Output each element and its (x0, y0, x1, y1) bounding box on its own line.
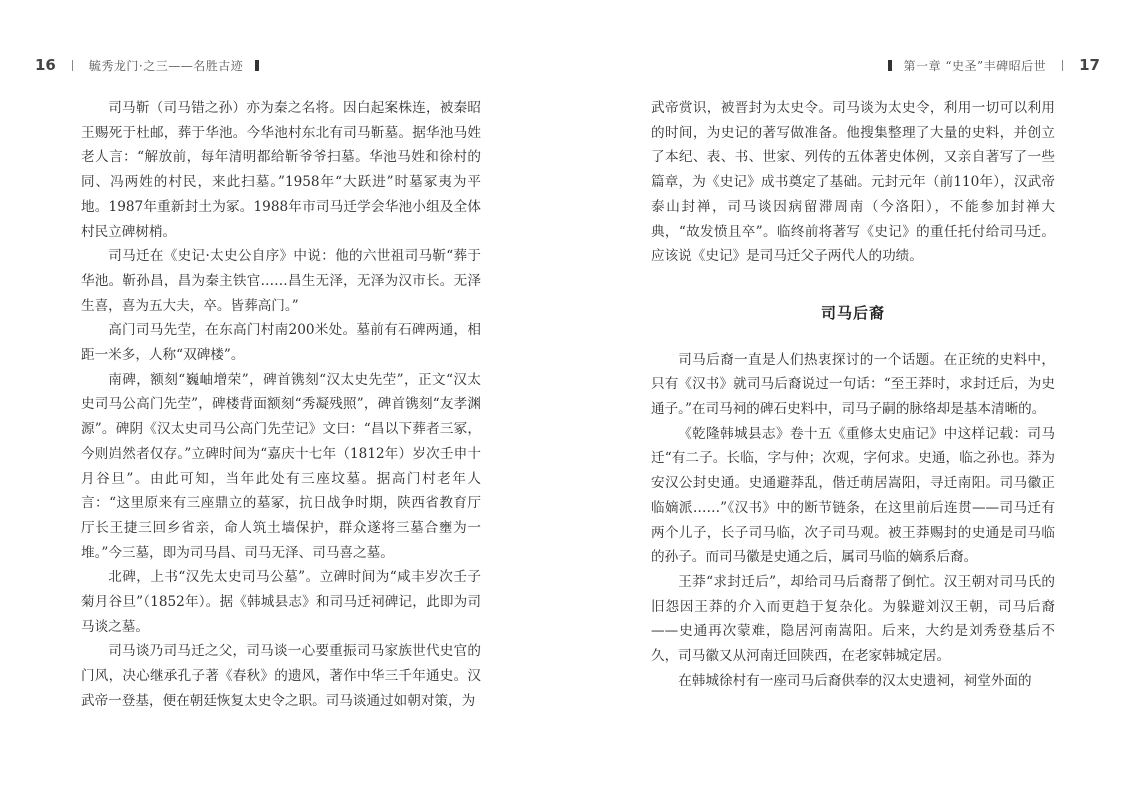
paragraph: 司马后裔一直是人们热衷探讨的一个话题。在正统的史料中，只有《汉书》就司马后裔说过一句话：“至王莽时，求封迁后，为史通子。”在司马祠的碑石史料中，司马子嗣的脉络却是基本清晰的。 (651, 351, 1055, 418)
paragraph: 在韩城徐村有一座司马后裔供奉的汉太史遗祠，祠堂外面的 (678, 672, 1032, 689)
right-page-header (876, 54, 1100, 76)
section-heading: 司马后裔 (820, 303, 885, 322)
paragraph: 南碑，额刻“巍岫增荣”，碑首镌刻“汉太史先茔”，正文“汉太史司马公高门先茔”，碑楼背面额刻“秀凝残照”，碑首镌刻“友孝渊源”。碑阴《汉太史司马公高门先茔记》文曰：“昌以下葬者三冢，今则岿然者仅存。”立碑时间为“嘉庆十七年（1812年）岁次壬申十月谷旦”。由此可知，当年此处有三座坟墓。据高门村老年人言：“这里原来有三座鼎立的墓冢，抗日战争时期，陕西省教育厅厅长王捷三回乡省亲，命人筑土墙保护，群众遂将三墓合壅为一堆。”今三墓，即为司马昌、司马无泽、司马喜之墓。 (81, 371, 481, 561)
continued-paragraph: 武帝赏识，被晋封为太史令。司马谈为太史令，利用一切可以利用的时间，为史记的著写做准备。他搜集整理了大量的史料，并创立了本纪、表、书、世家、列传的五体著史体例，又亲自著写了一些篇章，为《史记》成书奠定了基础。元封元年（前110年），汉武帝泰山封禅，司马谈因病留滞周南（今洛阳），不能参加封禅大典，“故发愤且卒”。临终前将著写《史记》的重任托付给司马迁。应该说《史记》是司马迁父子两代人的功绩。 (651, 100, 1055, 265)
header-separator (72, 60, 73, 71)
paragraph: 《乾隆韩城县志》卷十五《重修太史庙记》中这样记载：司马迁“有二子。长临，字与仲；次观，字何求。史通，临之孙也。莽为安汉公封史通。史通避莽乱，偕迁萌居嵩阳，寻迁南阳。司马徽正临嫡派……”《汉书》中的断节链条，在这里前后连贯——司马迁有两个儿子，长子司马临，次子司马观。被王莽赐封的史通是司马临的孙子。而司马徽是史通之后，属司马临的嫡系后裔。 (651, 425, 1055, 566)
left-page-header (35, 54, 271, 76)
header-separator (1062, 60, 1063, 71)
header-block-mark (888, 60, 892, 71)
paragraph: 司马谈乃司马迁之父，司马谈一心要重振司马家族世代史官的门风，决心继承孔子著《春秋》的遗风，著作中华三千年通史。汉武帝一登基，便在朝廷恢复太史令之职。司马谈通过如朝对策，为 (81, 643, 481, 709)
right-running-title: 第一章 “史圣”丰碑昭后世 (903, 58, 1047, 73)
left-page-body (81, 96, 481, 714)
right-page (566, 0, 1133, 799)
paragraph: 司马靳（司马错之孙）亦为秦之名将。因白起案株连，被秦昭王赐死于杜邮，葬于华池。今华池村东北有司马靳墓。据华池马姓老人言：“解放前，每年清明都给靳爷爷扫墓。华池马姓和徐村的同、冯两姓的村民，来此扫墓。”1958年“大跃进”时墓冢夷为平地。1987年重新封土为冢。1988年市司马迁学会华池小组及全体村民立碑树梢。 (81, 100, 481, 240)
header-block-mark (255, 60, 259, 71)
left-page-number: 16 (35, 56, 56, 74)
right-page-body (651, 96, 1055, 693)
paragraph: 王莽“求封迁后”，却给司马后裔帮了倒忙。汉王朝对司马氏的旧怨因王莽的介入而更趋于复杂化。为躲避刘汉王朝，司马后裔——史通再次蒙难，隐居河南嵩阳。后来，大约是刘秀登基后不久，司马徽又从河南迁回陕西，在老家韩城定居。 (651, 573, 1055, 665)
left-page (0, 0, 566, 799)
paragraph: 高门司马先茔，在东高门村南200米处。墓前有石碑两通，相距一米多，人称“双碑楼”。 (81, 322, 481, 364)
left-running-title: 毓秀龙门·之三——名胜古迹 (88, 58, 244, 73)
paragraph: 北碑，上书“汉先太史司马公墓”。立碑时间为“咸丰岁次壬子菊月谷旦”（1852年）。据《韩城县志》和司马迁祠碑记，此即为司马谈之墓。 (81, 569, 481, 635)
right-page-number: 17 (1079, 56, 1100, 74)
paragraph: 司马迁在《史记·太史公自序》中说：他的六世祖司马靳“葬于华池。靳孙昌，昌为秦主铁官……昌生无泽，无泽为汉市长。无泽生喜，喜为五大夫，卒。皆葬高门。” (81, 248, 481, 314)
